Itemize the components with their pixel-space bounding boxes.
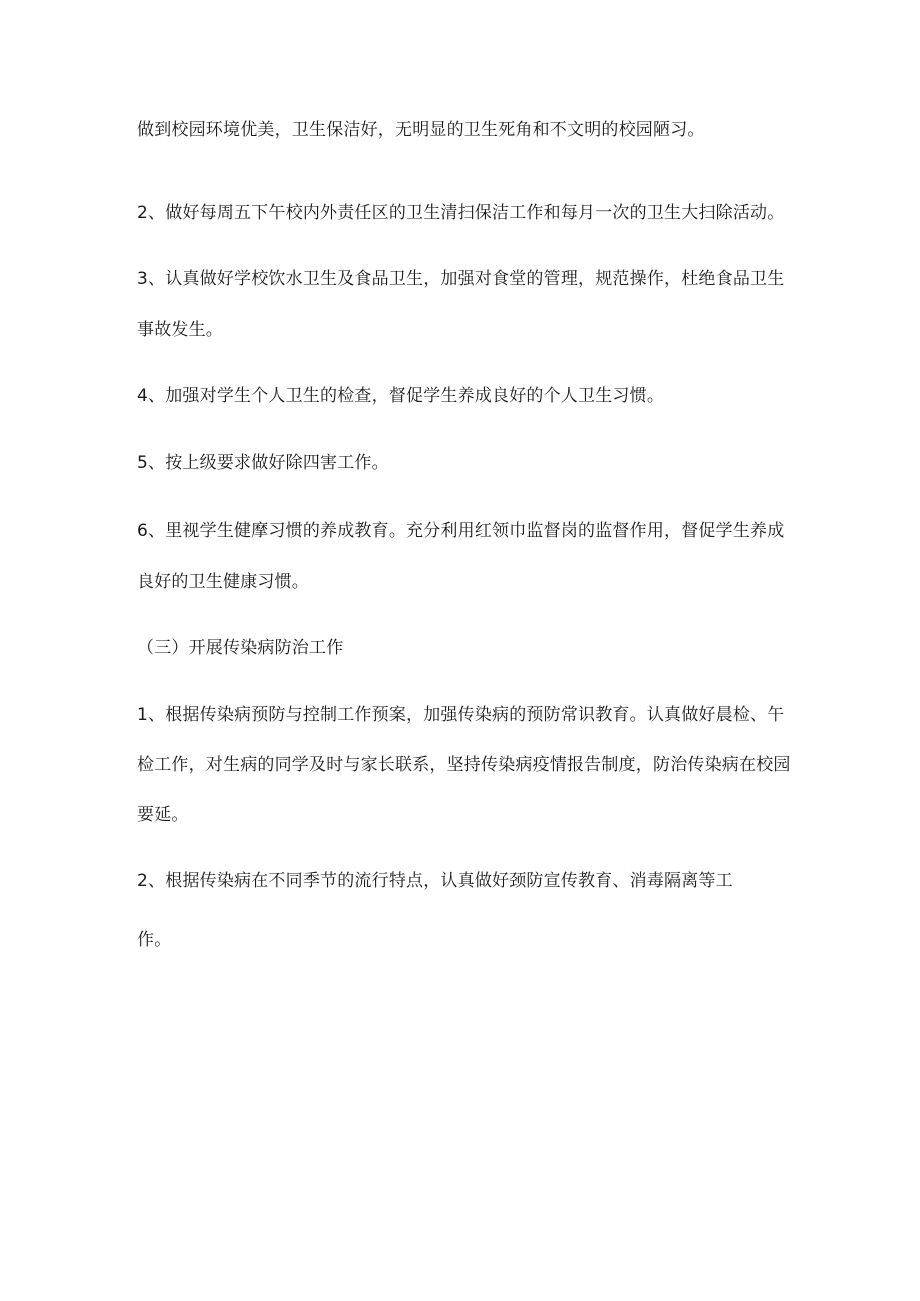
paragraph-line-11: 检工作，对生病的同学及时与家长联系，坚持传染病疫情报告制度，防治传染病在校园 <box>137 755 791 775</box>
paragraph-line-10: 1、根据传染病预防与控制工作预案，加强传染病的预防常识教育。认真做好晨检、午 <box>137 705 785 725</box>
paragraph-line-3: 3、认真做好学校饮水卫生及食品卫生，加强对食堂的管理，规范操作，杜绝食品卫生 <box>137 269 785 289</box>
paragraph-line-6: 5、按上级要求做好除四害工作。 <box>137 453 389 473</box>
paragraph-line-1: 做到校园环境优美，卫生保洁好，无明显的卫生死角和不文明的校园陋习。 <box>137 120 705 140</box>
section-heading: （三）开展传染病防治工作 <box>137 638 344 658</box>
paragraph-line-13: 2、根据传染病在不同季节的流行特点，认真做好颈防宣传教育、消毒隔离等工 <box>137 871 733 891</box>
paragraph-line-2: 2、做好每周五下午校内外责任区的卫生清扫保洁工作和每月一次的卫生大扫除活动。 <box>137 203 785 223</box>
paragraph-line-12: 要延。 <box>137 805 189 825</box>
paragraph-line-7: 6、里视学生健摩习惯的养成教育。充分利用红领巾监督岗的监督作用，督促学生养成 <box>137 521 785 541</box>
paragraph-line-4: 事故发生。 <box>137 320 223 340</box>
paragraph-line-8: 良好的卫生健康习惯。 <box>137 572 309 592</box>
paragraph-line-14: 作。 <box>137 930 172 950</box>
paragraph-line-5: 4、加强对学生个人卫生的检查，督促学生养成良好的个人卫生习惯。 <box>137 386 665 406</box>
